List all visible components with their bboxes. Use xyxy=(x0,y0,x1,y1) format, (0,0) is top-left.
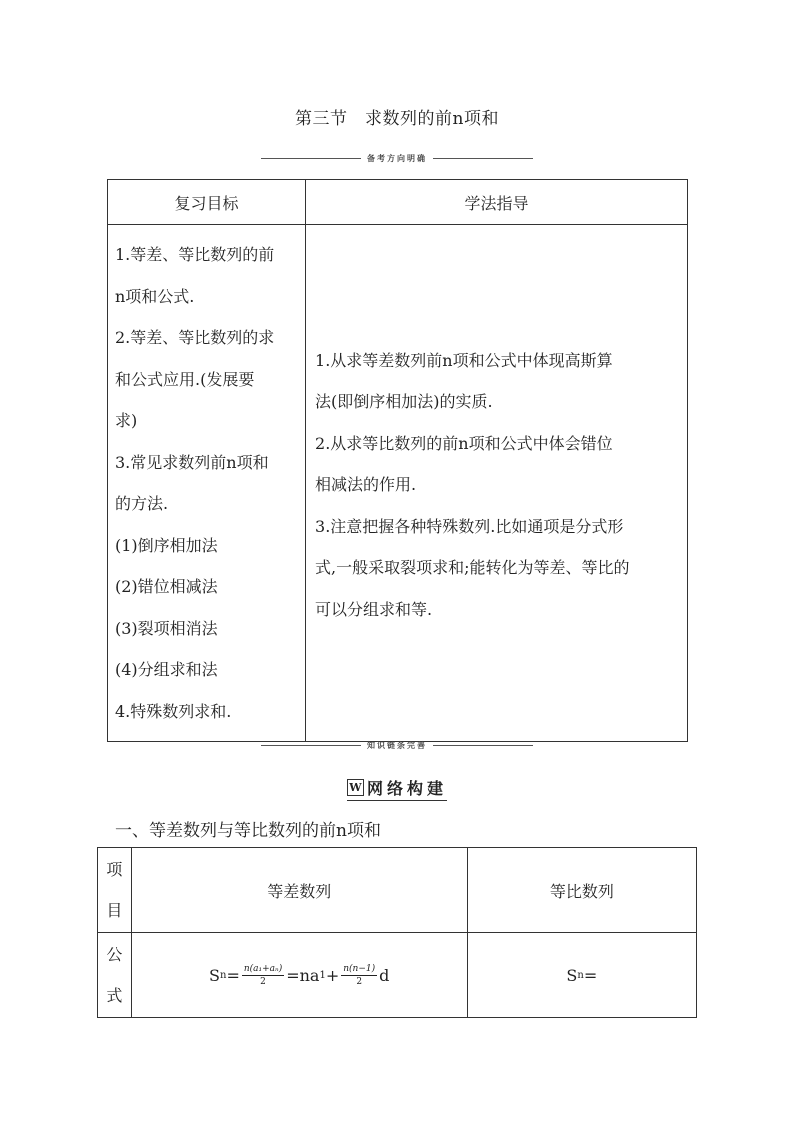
guide-line: 1.从求等差数列前n项和公式中体现高斯算 xyxy=(315,350,613,370)
formula-sub: n xyxy=(577,969,584,981)
goal-line: (3)裂项相消法 xyxy=(115,618,218,638)
header-geometric: 等比数列 xyxy=(467,848,696,933)
guide-line: 相减法的作用. xyxy=(315,475,417,495)
divider-label: 备考方向明确 xyxy=(367,154,427,163)
table-row xyxy=(98,933,697,1018)
label-top: 项 xyxy=(106,860,123,879)
formula-sub: n xyxy=(220,969,227,981)
goals-list xyxy=(109,226,304,740)
fraction-1 xyxy=(242,963,284,988)
fraction-numerator: n(n−1) xyxy=(343,963,376,974)
section-title: 网络构建 xyxy=(366,779,447,798)
divider-line-left xyxy=(261,745,361,746)
divider-line-left xyxy=(261,158,361,159)
divider-exam-direction xyxy=(0,153,794,164)
label-bottom: 式 xyxy=(106,986,123,1005)
guide-line: 3.注意把握各种特殊数列.比如通项是分式形 xyxy=(315,516,624,536)
formula-eq-na: =na xyxy=(286,965,320,985)
geometric-sum-formula xyxy=(467,933,696,1018)
formula-eq: = xyxy=(226,965,240,985)
guide-list xyxy=(307,340,686,631)
w-logo-icon: W xyxy=(347,779,364,796)
goal-line: 4.特殊数列求和. xyxy=(115,701,232,721)
formula-sub: 1 xyxy=(319,969,326,981)
guide-line: 式,一般采取裂项求和;能转化为等差、等比的 xyxy=(315,558,630,578)
header-review-goals: 复习目标 xyxy=(108,180,306,225)
table-row xyxy=(98,848,697,933)
goal-line: n项和公式. xyxy=(115,286,195,306)
subheading: 一、等差数列与等比数列的前n项和 xyxy=(115,821,381,841)
row-label-item xyxy=(98,848,132,933)
arithmetic-sum-formula xyxy=(131,933,467,1018)
goal-line: 1.等差、等比数列的前 xyxy=(115,245,275,264)
goal-line: (4)分组求和法 xyxy=(115,660,218,679)
goal-line: 和公式应用.(发展要 xyxy=(115,369,255,389)
row-label-formula xyxy=(98,933,132,1018)
fraction-denominator: 2 xyxy=(260,976,266,987)
sum-formula-table xyxy=(97,847,697,1018)
goal-line: 的方法. xyxy=(115,494,169,513)
header-study-guide: 学法指导 xyxy=(306,180,688,225)
goal-line: 3.常见求数列前n项和 xyxy=(115,452,269,472)
label-bottom: 目 xyxy=(106,901,123,920)
label-top: 公 xyxy=(106,945,123,964)
goals-cell xyxy=(108,225,306,742)
formula-s: S xyxy=(209,965,220,985)
goal-line: (2)错位相减法 xyxy=(115,577,218,596)
review-goals-table xyxy=(107,179,688,742)
divider-label: 知识链条完善 xyxy=(367,741,427,750)
divider-knowledge-chain xyxy=(0,740,794,751)
formula-plus: + xyxy=(325,965,340,985)
header-arithmetic: 等差数列 xyxy=(131,848,467,933)
guide-line: 法(即倒序相加法)的实质. xyxy=(315,392,493,412)
goal-line: (1)倒序相加法 xyxy=(115,535,218,555)
table-row xyxy=(108,225,688,742)
divider-line-right xyxy=(433,158,533,159)
divider-line-right xyxy=(433,745,533,746)
fraction-numerator: n(a₁+aₙ) xyxy=(243,963,283,974)
guide-line: 2.从求等比数列的前n项和公式中体会错位 xyxy=(315,433,613,453)
formula-eq: = xyxy=(583,965,598,985)
formula-s: S xyxy=(566,965,578,985)
fraction-2 xyxy=(341,963,377,988)
guide-cell xyxy=(306,225,688,742)
goal-line: 2.等差、等比数列的求 xyxy=(115,328,275,347)
goal-line: 求) xyxy=(115,411,138,430)
fraction-denominator: 2 xyxy=(356,976,363,987)
page-title: 第三节 求数列的前n项和 xyxy=(295,109,499,129)
section-heading xyxy=(0,776,794,801)
formula-d: d xyxy=(379,965,390,985)
guide-line: 可以分组求和等. xyxy=(315,599,433,619)
table-header-row xyxy=(108,180,688,225)
